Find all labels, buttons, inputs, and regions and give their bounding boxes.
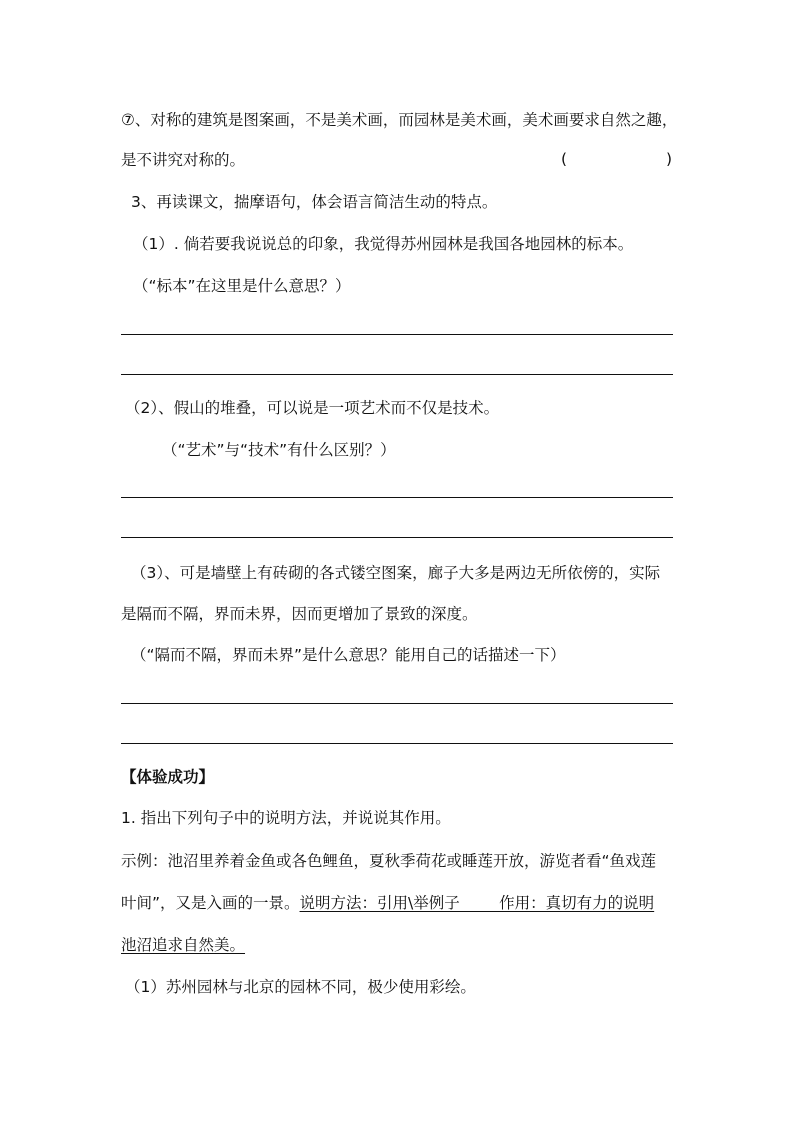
- section-item1: （1）苏州园林与北京的园林不同，极少使用彩绘。: [125, 978, 476, 996]
- q1-answer-line-1[interactable]: [121, 334, 673, 335]
- example-line2-text: 叶间”，又是入画的一景。: [121, 894, 300, 912]
- item7-line1: ⑦、对称的建筑是图案画，不是美术画，而园林是美术画，美术画要求自然之趣，: [121, 111, 678, 129]
- task3-heading: 3、再读课文，揣摩语句，体会语言简洁生动的特点。: [131, 193, 498, 211]
- example-line2: [121, 893, 654, 913]
- q3-answer-line-2[interactable]: [121, 743, 673, 744]
- q2-sentence: （2）、假山的堆叠，可以说是一项艺术而不仅是技术。: [125, 399, 500, 417]
- example-answer-part1: 说明方法：引用\举例子 作用：真切有力的说明: [299, 894, 655, 912]
- answer-bracket-open: (: [561, 150, 568, 168]
- q1-sentence: （1）. 倘若要我说说总的印象，我觉得苏州园林是我国各地园林的标本。: [133, 235, 634, 253]
- q2-answer-line-1[interactable]: [121, 497, 673, 498]
- example-answer-part2: 池沼追求自然美。: [121, 936, 246, 954]
- section-title: 【体验成功】: [121, 768, 215, 786]
- answer-bracket-close: ): [666, 150, 673, 168]
- q2-answer-line-2[interactable]: [121, 537, 673, 538]
- q3-sentence-line2: 是隔而不隔，界而未界，因而更增加了景致的深度。: [121, 605, 478, 623]
- q3-sentence-line1: （3）、可是墙壁上有砖砌的各式镂空图案，廊子大多是两边无所依傍的，实际: [131, 564, 661, 582]
- q1-answer-line-2[interactable]: [121, 374, 673, 375]
- section-q1-heading: 1. 指出下列句子中的说明方法，并说说其作用。: [121, 809, 451, 827]
- q2-prompt: （“艺术”与“技术”有什么区别？）: [162, 441, 396, 459]
- item7-line2: 是不讲究对称的。: [121, 151, 246, 169]
- q3-prompt: （“隔而不隔，界而未界”是什么意思？能用自己的话描述一下）: [131, 646, 566, 664]
- q3-answer-line-1[interactable]: [121, 703, 673, 704]
- example-line1: 示例：池沼里养着金鱼或各色鲤鱼，夏秋季荷花或睡莲开放，游览者看“鱼戏莲: [121, 852, 657, 870]
- q1-prompt: （“标本”在这里是什么意思？）: [133, 277, 351, 295]
